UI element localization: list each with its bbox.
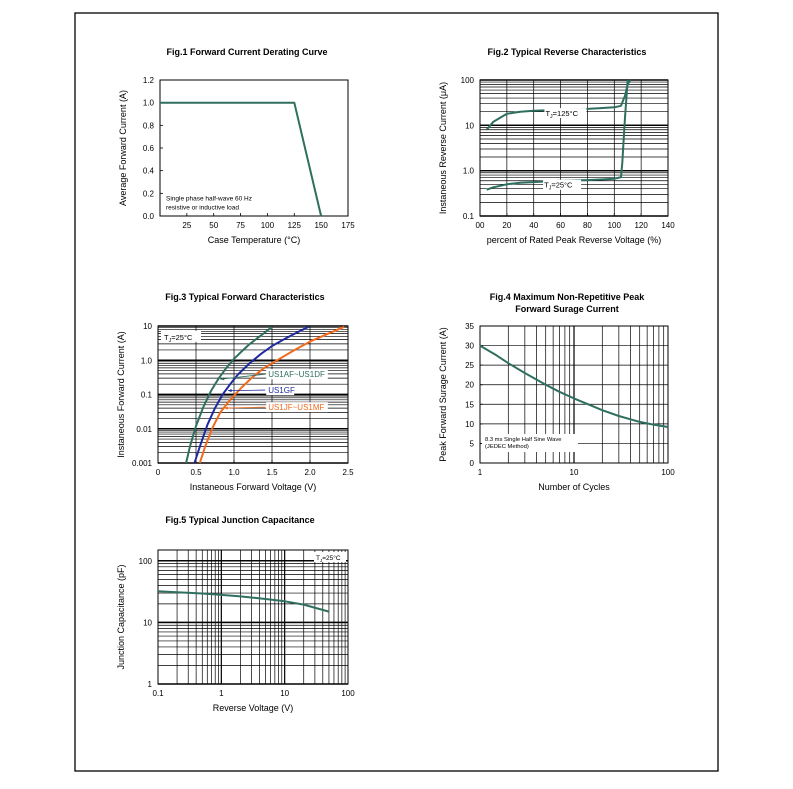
- y-tick-label: 1.2: [142, 76, 154, 85]
- x-tick-label: 1: [477, 468, 483, 477]
- y-tick-label: 15: [465, 400, 474, 410]
- series-label-0: US1AF~US1DF: [268, 370, 325, 380]
- x-tick-label: 2.0: [304, 468, 316, 477]
- y-tick-label: 0.6: [142, 144, 154, 153]
- y-tick-label: 10: [143, 322, 152, 331]
- x-tick-label: 100: [661, 468, 675, 477]
- chart-title: Fig.5 Typical Junction Capacitance: [165, 515, 315, 525]
- fig1-derating-chart: [118, 47, 355, 245]
- y-axis-label: Peak Forward Surage Current (A): [438, 327, 448, 462]
- y-tick-label: 35: [465, 322, 474, 331]
- chart-title: Fig.1 Forward Current Derating Curve: [166, 47, 328, 57]
- x-tick-label: 0.1: [152, 689, 164, 698]
- page-border: [75, 13, 718, 771]
- chart-title-line: Forward Surage Current: [515, 304, 619, 314]
- x-tick-label: 100: [341, 689, 355, 698]
- y-tick-label: 100: [138, 556, 152, 566]
- annotation-line: resistive or inductive load: [166, 204, 239, 212]
- y-tick-label: 1.0: [142, 98, 154, 108]
- series-label-tj25: $T_J=25^\circ C$: [544, 180, 573, 192]
- tj-label: $T_J=25^\circ C$: [164, 332, 193, 344]
- tj-label: $T_J=25^\circ C$: [316, 555, 341, 563]
- y-tick-label: 100: [460, 76, 474, 85]
- label-leader: [228, 390, 265, 391]
- y-tick-label: 0: [469, 459, 474, 468]
- x-axis-label: Number of Cycles: [538, 482, 610, 492]
- y-tick-label: 10: [465, 121, 474, 131]
- y-tick-label: 0.1: [462, 212, 474, 221]
- x-tick-label: 50: [209, 221, 219, 230]
- x-tick-label: 175: [341, 221, 355, 230]
- y-tick-label: 20: [465, 380, 474, 390]
- fig5-capacitance-chart: [116, 515, 355, 713]
- x-tick-label: 20: [502, 221, 512, 230]
- y-tick-label: 10: [143, 618, 152, 628]
- x-tick-label: 40: [529, 221, 539, 230]
- y-tick-label: 0.4: [142, 166, 154, 176]
- x-tick-label: 120: [634, 221, 648, 230]
- x-axis-label: percent of Rated Peak Reverse Voltage (%): [486, 235, 662, 245]
- annotation-line: Single phase half-wave 60 Hz: [166, 195, 252, 203]
- series-label-2: US1JF~US1MF: [268, 403, 325, 413]
- y-axis-label: Average Forward Current (A): [118, 90, 128, 206]
- x-tick-label: 25: [182, 221, 192, 230]
- series-line-tj25: [487, 80, 628, 190]
- x-tick-label: 125: [287, 221, 301, 230]
- x-tick-label: 100: [607, 221, 621, 230]
- x-tick-label: 0.5: [190, 468, 202, 477]
- chart-title: Fig.3 Typical Forward Characteristics: [165, 292, 325, 302]
- chart-title: Fig.2 Typical Reverse Characteristics: [487, 47, 647, 57]
- y-tick-label: 1.0: [462, 166, 474, 176]
- y-axis-label: Instaneous Reverse Current (μA): [438, 81, 448, 215]
- annotation-line: (JEDEC Method): [485, 444, 529, 451]
- plot-frame: [480, 80, 668, 216]
- x-tick-label: 75: [236, 221, 246, 230]
- x-tick-label: 140: [661, 221, 675, 230]
- series-line-tj125: [487, 80, 631, 130]
- series-label-tj125: $T_J=125^\circ C$: [545, 109, 578, 121]
- x-axis-label: Case Temperature (°C): [207, 235, 301, 245]
- x-tick-label: 0: [155, 468, 161, 477]
- y-tick-label: 0.2: [142, 189, 154, 199]
- label-arrowhead: [228, 389, 232, 392]
- x-tick-label: 60: [556, 221, 566, 230]
- x-tick-label: 150: [314, 221, 328, 230]
- fig2-reverse-chart: [438, 47, 675, 245]
- y-tick-label: 10: [465, 419, 474, 429]
- fig4-surge-chart: [438, 292, 675, 492]
- x-axis-label: Reverse Voltage (V): [212, 703, 294, 713]
- y-tick-label: 25: [465, 361, 474, 371]
- y-tick-label: 0.8: [142, 121, 154, 131]
- y-tick-label: 0.01: [136, 424, 152, 434]
- x-tick-label: 80: [582, 221, 592, 230]
- y-tick-label: 1.0: [140, 356, 152, 366]
- x-axis-label: Instaneous Forward Voltage (V): [189, 482, 317, 492]
- x-tick-label: 1.5: [266, 468, 278, 477]
- y-tick-label: 30: [465, 341, 474, 351]
- x-tick-label: 100: [260, 221, 275, 230]
- chart-title-line: Fig.4 Maximum Non-Repetitive Peak: [489, 292, 645, 302]
- x-tick-label: 1.0: [228, 468, 240, 477]
- x-tick-label: 10: [569, 468, 579, 477]
- y-tick-label: 0.001: [131, 459, 152, 468]
- fig3-forward-chart: [116, 292, 354, 492]
- y-axis-label: Junction Capacitance (pF): [116, 564, 126, 670]
- y-tick-label: 0.0: [142, 212, 154, 221]
- annotation-line: 8.3 ms Single Half Sine Wave: [485, 437, 562, 444]
- x-tick-label: 10: [280, 689, 290, 698]
- y-axis-label: Instaneous Forward Current (A): [116, 331, 126, 458]
- y-tick-label: 1: [147, 680, 152, 689]
- x-tick-label: 1: [219, 689, 224, 698]
- x-tick-label: 00: [475, 221, 485, 230]
- x-tick-label: 2.5: [342, 468, 354, 477]
- y-tick-label: 5: [469, 439, 474, 449]
- series-label-1: US1GF: [268, 386, 295, 396]
- capacitance-curve: [158, 591, 329, 611]
- y-tick-label: 0.1: [140, 390, 152, 400]
